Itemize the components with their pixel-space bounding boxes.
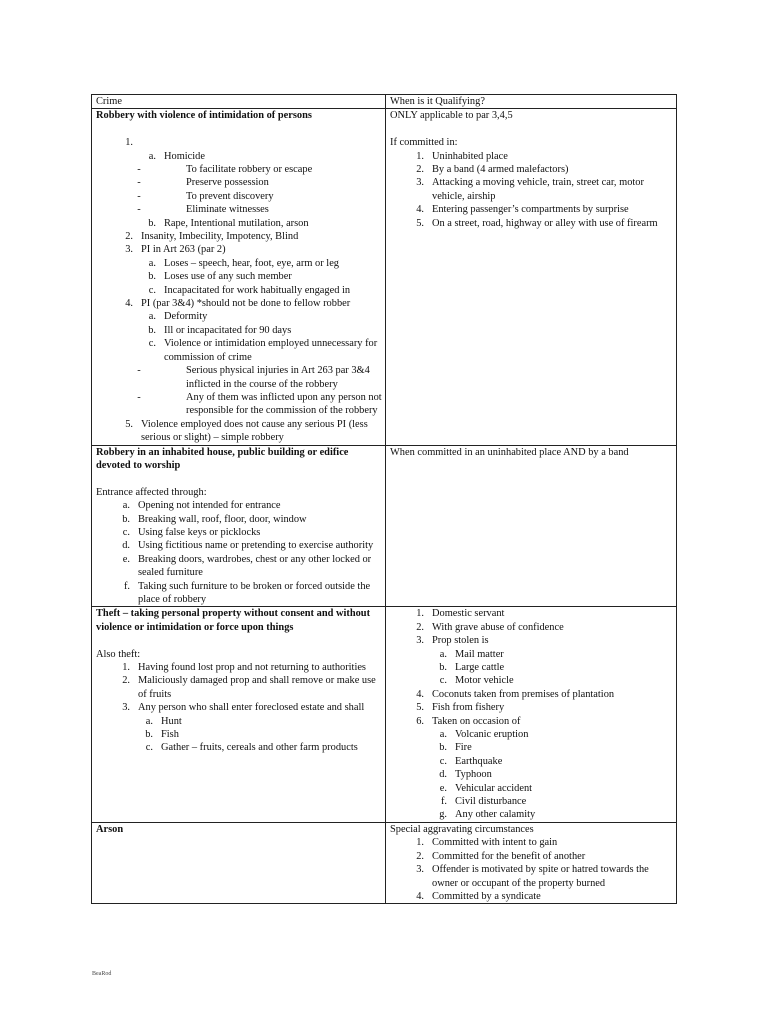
list-marker: c. xyxy=(148,338,156,350)
list-item-text: Fish from fishery xyxy=(432,702,505,714)
list-item-text: Preserve possession xyxy=(186,177,269,189)
list-marker: 1. xyxy=(125,137,133,149)
list-item-text: Hunt xyxy=(161,715,182,727)
list-item xyxy=(390,836,673,849)
list-item xyxy=(390,850,673,863)
list-marker: 5. xyxy=(416,702,424,714)
list-marker: - xyxy=(137,177,141,189)
theft-qualifying-cell xyxy=(386,607,677,823)
list-item-text: Ill or incapacitated for 90 days xyxy=(164,324,292,336)
robbery-violence-list xyxy=(96,136,382,444)
list-item-text: Breaking doors, wardrobes, chest or any other locked or sealed furniture xyxy=(138,553,372,579)
footer-author: BeaRod xyxy=(92,971,112,977)
list-marker: e. xyxy=(122,553,130,565)
list-marker: 2. xyxy=(416,850,424,862)
list-item xyxy=(93,715,382,728)
list-item xyxy=(387,728,673,741)
list-marker: d. xyxy=(122,540,130,552)
qualifying-list xyxy=(390,607,673,822)
list-item-text: Prop stolen is xyxy=(432,635,489,647)
qualifying-text: When committed in an uninhabited place AND by a band xyxy=(390,446,629,458)
list xyxy=(390,607,673,822)
list-item xyxy=(96,284,382,297)
list-item xyxy=(96,364,382,391)
list-item xyxy=(390,163,673,176)
list-item-text: Loses use of any such member xyxy=(164,271,292,283)
list-item-text: PI (par 3&4) *should not be done to fellow robber xyxy=(141,298,351,310)
list-item xyxy=(96,526,382,539)
list-item xyxy=(96,230,382,243)
list-item xyxy=(96,136,382,230)
list-marker: f. xyxy=(440,796,447,808)
list-item-text: Deformity xyxy=(164,311,208,323)
list-item-text: By a band (4 armed malefactors) xyxy=(432,164,569,176)
list-marker: - xyxy=(137,391,141,403)
header-crime: Crime xyxy=(92,95,386,109)
list-item xyxy=(96,661,382,674)
list-marker: 1. xyxy=(416,837,424,849)
list-item xyxy=(96,553,382,580)
list-marker: 4. xyxy=(416,890,424,902)
list-item-text: Gather – fruits, cereals and other farm products xyxy=(161,742,358,754)
list xyxy=(390,150,673,230)
list-marker: b. xyxy=(122,513,130,525)
list xyxy=(96,364,382,418)
list-marker: 3. xyxy=(416,635,424,647)
list xyxy=(93,715,382,755)
list-item xyxy=(96,337,382,417)
list-item xyxy=(96,324,382,337)
list-marker: c. xyxy=(145,742,153,754)
qualifying-list xyxy=(390,836,673,903)
list-item xyxy=(96,580,382,607)
list-item xyxy=(96,674,382,701)
theft-list xyxy=(96,661,382,755)
list-item-text: Insanity, Imbecility, Impotency, Blind xyxy=(141,231,299,243)
list-item xyxy=(96,190,382,203)
list-item xyxy=(387,755,673,768)
list-item xyxy=(96,310,382,323)
list-marker: 4. xyxy=(416,204,424,216)
list-marker: 4. xyxy=(125,298,133,310)
theft-cell xyxy=(92,607,386,823)
list-marker: a. xyxy=(439,729,447,741)
row-title: Robbery with violence of intimidation of persons xyxy=(96,110,312,122)
robbery-violence-qualifying-cell xyxy=(386,109,677,445)
list-item xyxy=(96,297,382,418)
list-item-text: Having found lost prop and not returning to authorities xyxy=(138,662,366,673)
list-item-text: Attacking a moving vehicle, train, street car, motor vehicle, airship xyxy=(432,177,644,202)
list-item xyxy=(387,741,673,754)
list-item xyxy=(390,203,673,216)
list-marker: b. xyxy=(439,662,447,674)
list-marker: 3. xyxy=(125,244,133,256)
table-row xyxy=(92,109,677,445)
list-marker: 2. xyxy=(416,164,424,176)
qualifying-intro: If committed in: xyxy=(390,137,458,149)
list-item-text: Using false keys or picklocks xyxy=(138,526,261,538)
list-marker: 3. xyxy=(416,864,424,876)
list-item xyxy=(96,701,382,755)
list-marker: - xyxy=(137,365,141,377)
qualifying-intro: Special aggravating circumstances xyxy=(390,823,534,835)
list-item xyxy=(96,203,382,216)
list xyxy=(96,499,382,606)
list-marker: a. xyxy=(148,311,156,323)
list-marker: d. xyxy=(439,769,447,781)
list-item-text: Breaking wall, roof, floor, door, window xyxy=(138,513,307,525)
list-item-text: Fish xyxy=(161,729,179,741)
table-row xyxy=(92,822,677,903)
list-marker: 4. xyxy=(416,688,424,700)
list-marker: - xyxy=(137,204,141,216)
list-item-text: Any of them was inflicted upon any person not responsible for the commission of the robbery xyxy=(186,391,382,417)
robbery-house-cell xyxy=(92,445,386,607)
list-item xyxy=(96,499,382,512)
list-item-text: On a street, road, highway or alley with use of firearm xyxy=(432,217,658,229)
list-item xyxy=(390,634,673,688)
list-marker: a. xyxy=(148,257,156,269)
list-item xyxy=(390,150,673,163)
list-marker: b. xyxy=(148,271,156,283)
list-item xyxy=(387,648,673,661)
list-item xyxy=(96,257,382,270)
list-item-text: Mail matter xyxy=(455,648,504,660)
list-item xyxy=(96,163,382,176)
list-item-text: Eliminate witnesses xyxy=(186,204,269,216)
list-item xyxy=(387,795,673,808)
list-marker: a. xyxy=(439,648,447,660)
list-marker: a. xyxy=(122,500,130,512)
list-marker: c. xyxy=(439,755,447,767)
list-item-text: Domestic servant xyxy=(432,608,505,620)
list xyxy=(96,310,382,417)
list-item xyxy=(96,270,382,283)
list-marker: 2. xyxy=(416,621,424,633)
list-marker: g. xyxy=(439,809,447,821)
list-item-text: Taken on occasion of xyxy=(432,715,521,727)
list xyxy=(96,136,382,444)
list-item xyxy=(96,418,382,445)
list-marker: 1. xyxy=(122,662,130,673)
list-marker: b. xyxy=(148,217,156,229)
list-item-text: Rape, Intentional mutilation, arson xyxy=(164,217,309,229)
list-item-text: To facilitate robbery or escape xyxy=(186,164,313,175)
arson-cell xyxy=(92,822,386,903)
list-item-text: Volcanic eruption xyxy=(455,729,529,741)
list-item-text: Civil disturbance xyxy=(455,796,527,808)
header-qualifying: When is it Qualifying? xyxy=(386,95,677,109)
list-item-text: Taking such furniture to be broken or forced outside the place of robbery xyxy=(138,580,371,605)
list-marker: c. xyxy=(122,526,130,538)
list-marker: b. xyxy=(439,742,447,754)
list-item-text: Committed with intent to gain xyxy=(432,837,558,849)
list-item-text: Opening not intended for entrance xyxy=(138,500,281,512)
crime-table xyxy=(91,94,677,904)
table-row xyxy=(92,445,677,607)
row-intro: Also theft: xyxy=(96,648,141,660)
arson-qualifying-cell xyxy=(386,822,677,903)
list-item-text: Violence or intimidation employed unnecessary for commission of crime xyxy=(164,338,378,363)
list-item-text: Vehicular accident xyxy=(455,782,533,794)
list xyxy=(387,648,673,688)
list-item-text: Any person who shall enter foreclosed estate and shall xyxy=(138,702,365,714)
list-marker: 1. xyxy=(416,608,424,620)
list-item-text: Committed for the benefit of another xyxy=(432,850,586,862)
list-item-text: Violence employed does not cause any serious PI (less serious or slight) – simple robbery xyxy=(141,418,368,444)
list xyxy=(96,150,382,230)
list-item xyxy=(387,782,673,795)
list-item-text: With grave abuse of confidence xyxy=(432,621,564,633)
list-item-text xyxy=(141,136,382,149)
table-row xyxy=(92,607,677,823)
list-item-text: Earthquake xyxy=(455,755,503,767)
list-item xyxy=(96,391,382,418)
list-item-text: Typhoon xyxy=(455,769,492,781)
list-item-text: Coconuts taken from premises of plantation xyxy=(432,688,615,700)
list-item-text: Offender is motivated by spite or hatred towards the owner or occupant of the property burned xyxy=(432,864,649,889)
list-item xyxy=(96,539,382,552)
list-marker: a. xyxy=(148,150,156,162)
list-item-text: Any other calamity xyxy=(455,809,536,821)
list-marker: b. xyxy=(145,729,153,741)
list-marker: c. xyxy=(148,284,156,296)
list-marker: f. xyxy=(123,580,130,592)
list-item-text: Motor vehicle xyxy=(455,675,514,687)
list xyxy=(96,257,382,297)
robbery-house-list xyxy=(96,499,382,606)
list-item-text: Serious physical injuries in Art 263 par 3&4 inflicted in the course of the robbery xyxy=(186,365,370,390)
row-title: Theft – taking personal property without consent and without violence or intimidation or force upon things xyxy=(96,608,371,633)
list-item xyxy=(390,607,673,620)
row-intro: Entrance affected through: xyxy=(96,486,207,498)
list-item-text: Uninhabited place xyxy=(432,150,508,162)
list-item-text: Fire xyxy=(455,742,472,754)
list-item xyxy=(96,176,382,189)
list-item-text: Committed by a syndicate xyxy=(432,890,541,902)
list-item-text: Entering passenger’s compartments by surprise xyxy=(432,204,629,216)
list xyxy=(390,836,673,903)
list-item-text: PI in Art 263 (par 2) xyxy=(141,244,226,256)
list-marker: a. xyxy=(145,715,153,727)
list-item xyxy=(390,890,673,903)
list-item-text: Homicide xyxy=(164,150,205,162)
list-item xyxy=(93,741,382,754)
list-item xyxy=(390,176,673,203)
list-marker: 3. xyxy=(416,177,424,189)
list-item xyxy=(390,715,673,822)
list-item-text: To prevent discovery xyxy=(186,190,274,202)
robbery-house-qualifying-cell xyxy=(386,445,677,607)
row-title: Robbery in an inhabited house, public building or edifice devoted to worship xyxy=(96,446,349,471)
list-item xyxy=(387,768,673,781)
list-item xyxy=(390,217,673,230)
list-item xyxy=(93,728,382,741)
list-item xyxy=(96,513,382,526)
list-marker: b. xyxy=(148,324,156,336)
list-marker: - xyxy=(137,190,141,202)
list-item-text: Using fictitious name or pretending to exercise authority xyxy=(138,540,374,552)
list-marker: 5. xyxy=(125,418,133,430)
qualifying-note: ONLY applicable to par 3,4,5 xyxy=(390,110,513,122)
list-item-text: Loses – speech, hear, foot, eye, arm or leg xyxy=(164,257,340,269)
list-item xyxy=(387,674,673,687)
list xyxy=(96,163,382,217)
list-marker: c. xyxy=(439,675,447,687)
list-marker: 6. xyxy=(416,715,424,727)
table-header-row xyxy=(92,95,677,109)
list-item xyxy=(390,701,673,714)
list-marker: 3. xyxy=(122,702,130,714)
list-item xyxy=(387,808,673,821)
list-item xyxy=(390,688,673,701)
list xyxy=(96,661,382,755)
list-marker: 2. xyxy=(122,675,130,687)
list-marker: 2. xyxy=(125,231,133,243)
list-marker: e. xyxy=(439,782,447,794)
list-item xyxy=(390,621,673,634)
list-item xyxy=(96,217,382,230)
list-item xyxy=(387,661,673,674)
list-item xyxy=(96,243,382,297)
list-marker: - xyxy=(137,164,141,175)
row-title: Arson xyxy=(96,823,124,835)
list xyxy=(387,728,673,822)
list-item-text: Large cattle xyxy=(455,662,505,674)
robbery-violence-cell xyxy=(92,109,386,445)
list-marker: 5. xyxy=(416,217,424,229)
list-item xyxy=(96,150,382,217)
list-item-text: Maliciously damaged prop and shall remove or make use of fruits xyxy=(138,675,376,700)
list-item-text: Incapacitated for work habitually engaged in xyxy=(164,284,351,296)
qualifying-list xyxy=(390,150,673,230)
list-item xyxy=(390,863,673,890)
list-marker: 1. xyxy=(416,150,424,162)
